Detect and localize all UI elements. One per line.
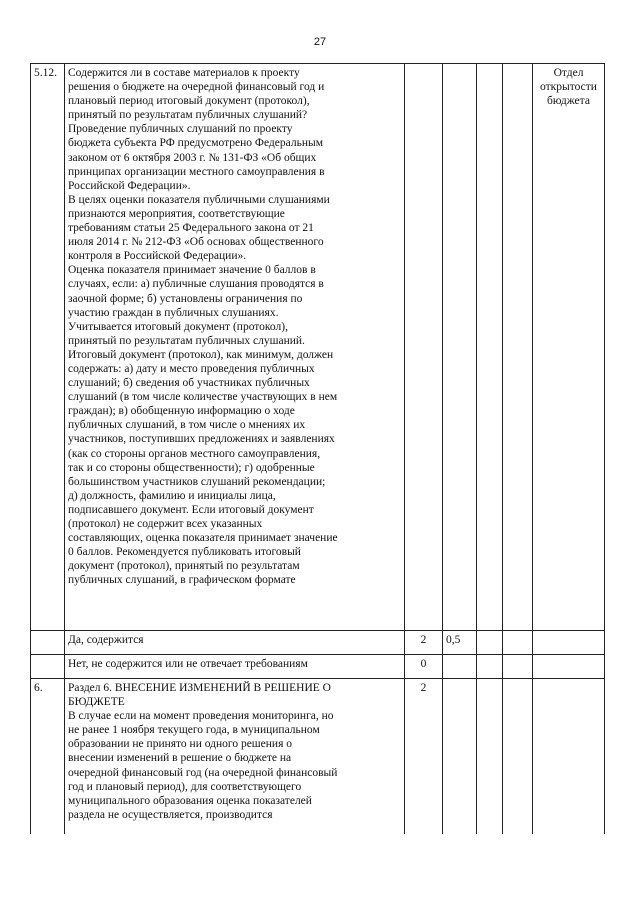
answer-score: 0 xyxy=(405,655,443,679)
empty-cell xyxy=(503,679,533,834)
empty-cell xyxy=(31,655,65,679)
answer-score: 2 xyxy=(405,631,443,655)
weight-cell xyxy=(443,64,477,631)
empty-cell xyxy=(477,631,503,655)
empty-cell xyxy=(477,655,503,679)
answer-weight: 0,5 xyxy=(443,631,477,655)
table-row-answer-yes xyxy=(31,631,605,655)
empty-cell xyxy=(443,655,477,679)
criteria-table xyxy=(30,63,605,834)
table-row-answer-no xyxy=(31,655,605,679)
empty-cell xyxy=(503,655,533,679)
answer-text: Да, содержится xyxy=(65,631,405,655)
section-score: 2 xyxy=(405,679,443,834)
empty-cell xyxy=(533,631,605,655)
responsible-department: Отдел открытости бюджета xyxy=(533,64,605,631)
empty-cell xyxy=(443,679,477,834)
empty-cell xyxy=(503,631,533,655)
item-number: 5.12. xyxy=(31,64,65,631)
item-description: Содержится ли в составе материалов к проекту решения о бюджете на очередной финансовый год и плановый период итоговый документ (протокол), принятый по результатам публичных слушаний? Проведение публичных слушаний по проекту бюджета субъекта РФ предусмотрено Федеральным законом от 6 октября 2003 г. № 131-ФЗ «Об общих принципах организации местного самоуправления в Российской Федерации». В целях оценки показателя публичными слушаниями признаются мероприятия, соответствующие требованиям статьи 25 Федерального закона от 21 июля 2014 г. № 212-ФЗ «Об основах общественного контроля в Российской Федерации». Оценка показателя принимает значение 0 баллов в случаях, если: а) публичные слушания проводятся в заочной форме; б) установлены ограничения по участию граждан в публичных слушаниях. Учитывается итоговый документ (протокол), принятый по результатам публичных слушаний. Итоговый документ (протокол), как минимум, должен содержать: а) дату и место проведения публичных слушаний; б) сведения об участниках публичных слушаний (в том числе количестве участвующих в нем граждан); в) обобщенную информацию о ходе публичных слушаний, в том числе о мнениях их участников, поступивших предложениях и заявлениях (как со стороны органов местного самоуправления, так и со стороны общественности); г) одобренные большинством участников слушаний рекомендации; д) должность, фамилию и инициалы лица, подписавшего документ. Если итоговый документ (протокол) не содержит всех указанных составляющих, оценка показателя принимает значение 0 баллов. Рекомендуется публиковать итоговый документ (протокол), принятый по результатам публичных слушаний, в графическом формате xyxy=(65,64,405,631)
item-number: 6. xyxy=(31,679,65,834)
answer-text: Нет, не содержится или не отвечает требованиям xyxy=(65,655,405,679)
empty-cell xyxy=(477,679,503,834)
empty-cell xyxy=(31,631,65,655)
empty-cell xyxy=(503,64,533,631)
empty-cell xyxy=(477,64,503,631)
empty-cell xyxy=(533,679,605,834)
item-description: Раздел 6. ВНЕСЕНИЕ ИЗМЕНЕНИЙ В РЕШЕНИЕ О БЮДЖЕТЕ В случае если на момент проведения мониторинга, но не ранее 1 ноября текущего года, в муниципальном образовании не принято ни одного решения о внесении изменений в решение о бюджете на очередной финансовый год (на очередной финансовый год и плановый период), для соответствующего муниципального образования оценка показателей раздела не осуществляется, производится xyxy=(65,679,405,834)
empty-cell xyxy=(533,655,605,679)
score-cell xyxy=(405,64,443,631)
table-row-6 xyxy=(31,679,605,834)
table-row-5-12 xyxy=(31,64,605,631)
page-number: 27 xyxy=(313,36,327,48)
